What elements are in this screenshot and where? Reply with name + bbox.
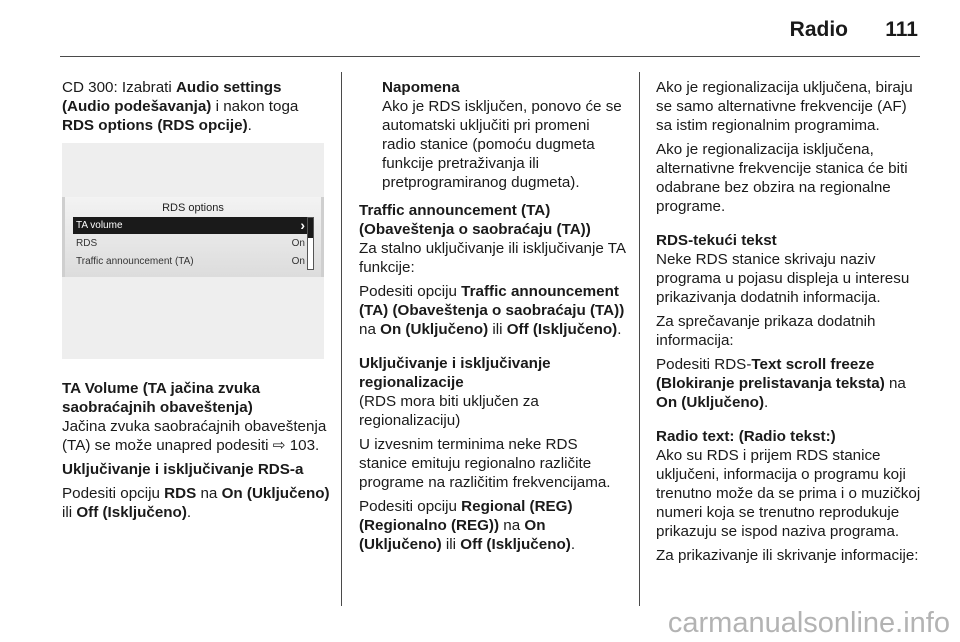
ta-text: Za stalno uključivanje ili isključivanje TA funkcije:: [359, 240, 626, 276]
regionalization-on-text: Ako je regionalizacija uključena, biraju se samo alternativne frekvencije (AF) sa istim regionalnim programima.: [656, 79, 913, 134]
page-reference-icon: ⇨: [272, 437, 286, 454]
ta-volume-heading: TA Volume (TA jačina zvuka saobraćajnih obaveštenja): [62, 380, 261, 416]
column-divider-1: [341, 72, 342, 606]
rds-scroll-heading: RDS-tekući tekst: [656, 232, 777, 249]
screen-row-ta-volume: TA volume ›: [73, 217, 309, 234]
rds-toggle-text: Podesiti opciju RDS na On (Uključeno) ili Off (Isključeno).: [62, 485, 330, 521]
page-title: Radio: [789, 18, 848, 41]
column-2: [359, 78, 627, 559]
radio-text-body: Ako su RDS i prijem RDS stanice uključeni, informacija o programu koji trenutno može da se prima i o muzičkoj numeri koja se trenutno reprodukuje prikazuju se ispod naziva programa.: [656, 447, 921, 540]
intro-paragraph: CD 300: Izabrati Audio settings (Audio podešavanja) i nakon toga RDS options (RDS opcije).: [62, 79, 299, 134]
chevron-right-icon: ›: [300, 217, 305, 233]
rds-toggle-heading: Uključivanje i isključivanje RDS-a: [62, 461, 304, 478]
screen-title: RDS options: [162, 202, 224, 214]
header-divider: [60, 56, 920, 57]
rds-options-screen: [62, 197, 324, 277]
watermark: carmanualsonline.info: [667, 607, 950, 639]
screen-row-rds: RDS On: [76, 238, 305, 249]
page-number: 111: [885, 18, 918, 41]
regionalization-note: (RDS mora biti uključen za regionalizaciju): [359, 393, 539, 429]
column-3: [656, 78, 924, 570]
ta-volume-text: Jačina zvuka saobraćajnih obaveštenja (TA) se može unapred podesiti ⇨ 103.: [62, 418, 327, 454]
ta-instruction: Podesiti opciju Traffic announcement (TA) (Obaveštenja o saobraćaju (TA)) na On (Uključeno) ili Off (Isključeno).: [359, 283, 625, 338]
rds-scroll-text: Neke RDS stanice skrivaju naziv programa u pojasu displeja u interesu prikazivanja dodatnih informacija.: [656, 251, 910, 306]
column-divider-2: [639, 72, 640, 606]
note-text: Ako je RDS isključen, ponovo će se automatski uključiti pri promeni radio stanice (pomoću dugmeta funkcije pretraživanja ili pretprogramiranog dugmeta).: [382, 98, 622, 191]
radio-text-heading: Radio text: (Radio tekst:): [656, 428, 836, 445]
rds-scroll-instruction: Podesiti RDS-Text scroll freeze (Blokiranje prelistavanja teksta) na On (Uključeno).: [656, 356, 906, 411]
note-label: Napomena: [382, 79, 460, 96]
screen-scrollbar: [307, 217, 314, 270]
rds-options-screenshot: [62, 143, 324, 359]
regionalization-instruction: Podesiti opciju Regional (REG) (Regionalno (REG)) na On (Uključeno) ili Off (Isključeno).: [359, 498, 576, 553]
screen-row-ta: Traffic announcement (TA) On: [76, 256, 305, 267]
regionalization-heading: Uključivanje i isključivanje regionalizacije: [359, 355, 551, 391]
regionalization-text: U izvesnim terminima neke RDS stanice emituju regionalno različite programe na različitim frekvencijama.: [359, 436, 611, 491]
regionalization-off-text: Ako je regionalizacija isključena, alternativne frekvencije stanica će biti odabrane bez obzira na regionalne programe.: [656, 141, 908, 215]
radio-text-instruction: Za prikazivanje ili skrivanje informacije:: [656, 547, 919, 564]
column-1: [62, 78, 330, 527]
rds-scroll-text-2: Za sprečavanje prikaza dodatnih informacija:: [656, 313, 876, 349]
ta-heading: Traffic announcement (TA) (Obaveštenja o saobraćaju (TA)): [359, 202, 591, 238]
